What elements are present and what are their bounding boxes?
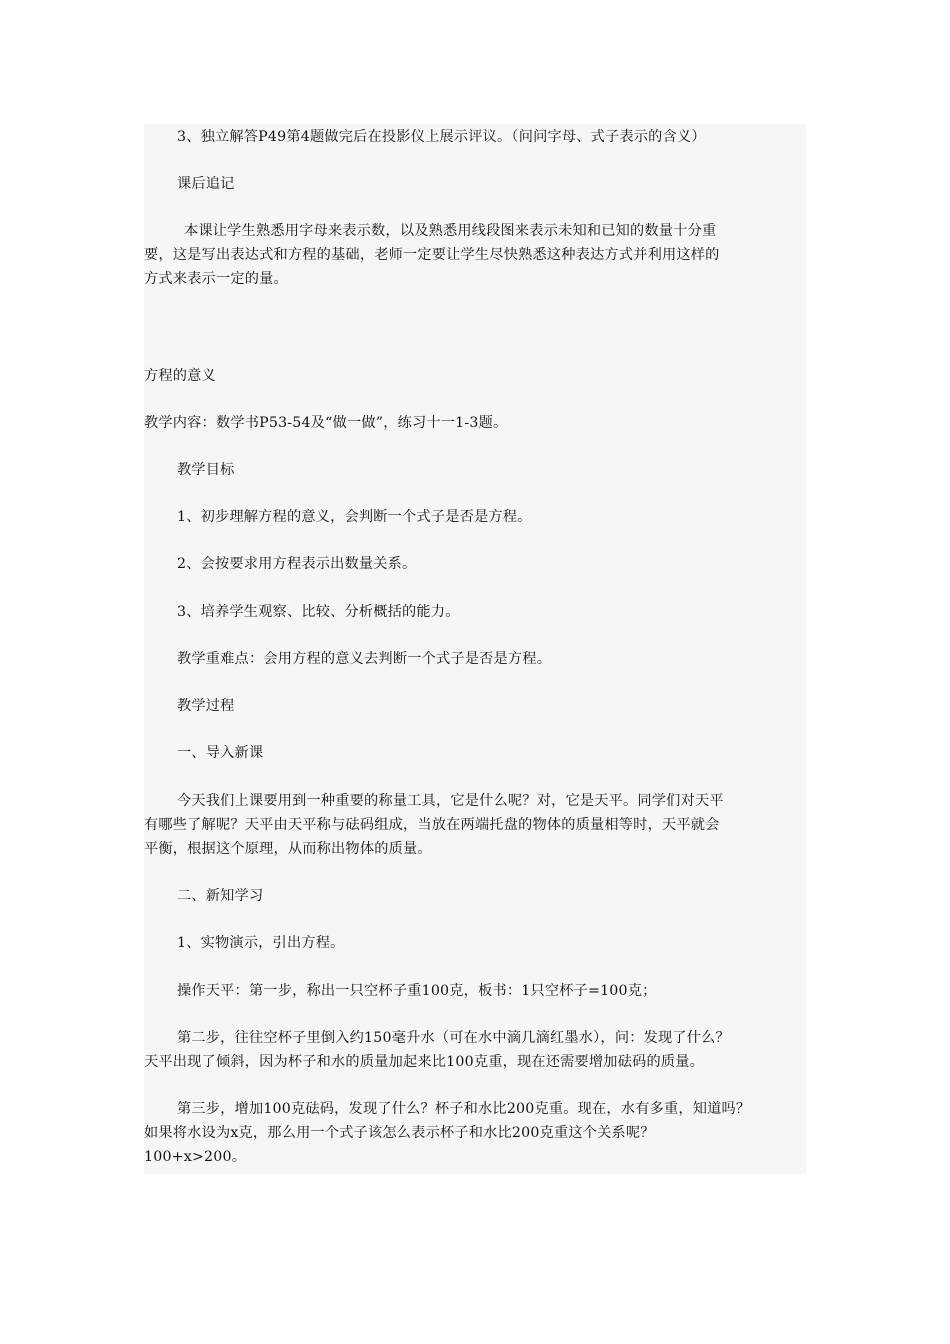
key-points: 教学重难点：会用方程的意义去判断一个式子是否是方程。: [177, 651, 552, 667]
notes-line-3: 方式来表示一定的量。: [144, 271, 288, 287]
teaching-content: 教学内容：数学书P53-54及“做一做”，练习十一1-3题。: [144, 415, 508, 431]
heading-post-class-notes: 课后追记: [177, 176, 235, 192]
goal-item-1: 1、初步理解方程的意义，会判断一个式子是否是方程。: [177, 509, 532, 525]
notes-line-2: 要，这是写出表达式和方程的基础，老师一定要让学生尽快熟悉这种表达方式并利用这样的: [144, 247, 720, 263]
heading-teaching-goals: 教学目标: [177, 462, 235, 478]
section-title: 方程的意义: [144, 368, 216, 384]
document-page: [144, 124, 806, 1174]
step-3-line-2: 如果将水设为x克，那么用一个式子该怎么表示杯子和水比200克重这个关系呢？: [144, 1125, 655, 1141]
paragraph-review-task: 3、独立解答P49第4题做完后在投影仪上展示评议。（问问字母、式子表示的含义）: [177, 129, 706, 145]
intro-line-1: 今天我们上课要用到一种重要的称量工具，它是什么呢？对，它是天平。同学们对天平: [177, 793, 724, 809]
step-1: 操作天平：第一步，称出一只空杯子重100克，板书：1只空杯子=100克；: [177, 983, 657, 999]
sub-heading-1: 1、实物演示，引出方程。: [177, 935, 345, 951]
goal-item-3: 3、培养学生观察、比较、分析概括的能力。: [177, 604, 460, 620]
notes-line-1: 本课让学生熟悉用字母来表示数，以及熟悉用线段图来表示未知和已知的数量十分重: [184, 223, 717, 239]
step-2-line-1: 第二步，往往空杯子里倒入约150毫升水（可在水中滴几滴红墨水），问：发现了什么？: [177, 1030, 730, 1046]
goal-item-2: 2、会按要求用方程表示出数量关系。: [177, 556, 417, 572]
step-3-line-3: 100+x>200。: [144, 1149, 247, 1165]
heading-teaching-process: 教学过程: [177, 698, 235, 714]
step-3-line-1: 第三步，增加100克砝码，发现了什么？杯子和水比200克重。现在，水有多重，知道吗？: [177, 1101, 751, 1117]
step-2-line-2: 天平出现了倾斜，因为杯子和水的质量加起来比100克重，现在还需要增加砝码的质量。: [144, 1054, 705, 1070]
intro-line-2: 有哪些了解呢？天平由天平称与砝码组成，当放在两端托盘的物体的质量相等时，天平就会: [144, 817, 720, 833]
heading-part-2: 二、新知学习: [177, 888, 264, 904]
intro-line-3: 平衡，根据这个原理，从而称出物体的质量。: [144, 841, 432, 857]
heading-part-1: 一、导入新课: [177, 745, 264, 761]
